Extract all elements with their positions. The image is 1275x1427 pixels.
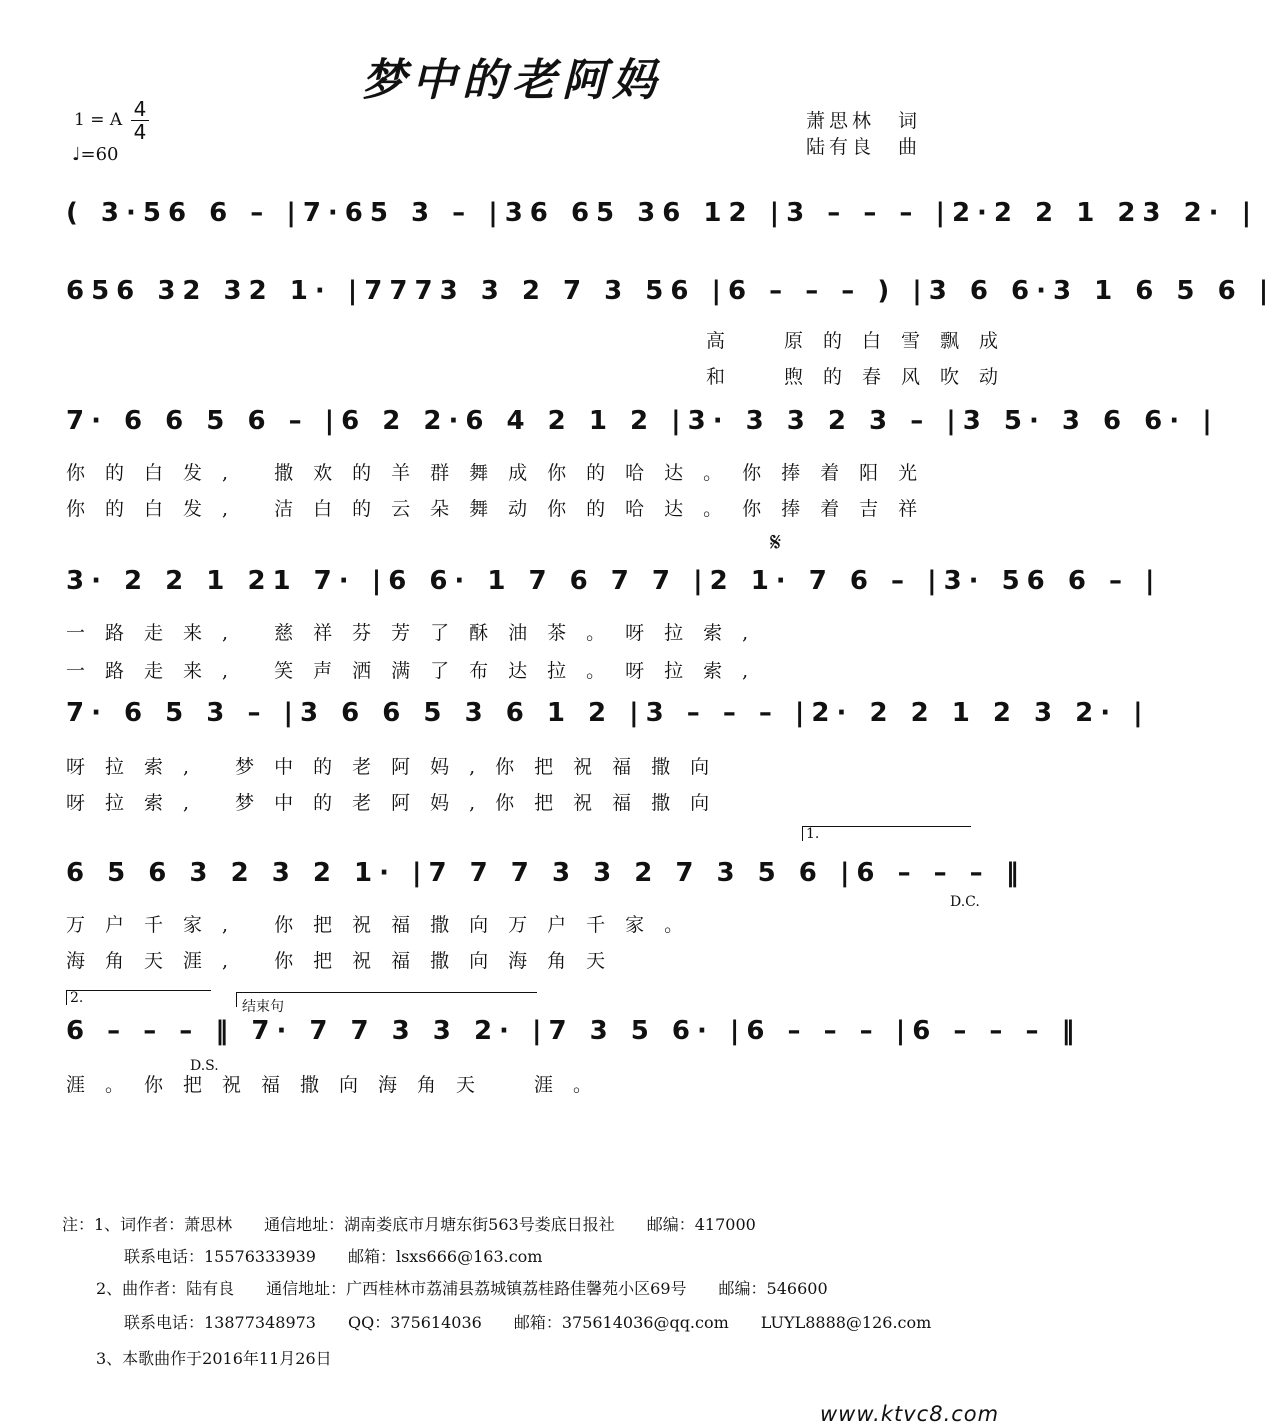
staff-line-1-notes: ( 3·56 6 – |7·65 3 – |36 65 36 12 |3 – – – |2·2 2 1 23 2· | xyxy=(66,198,1259,228)
staff-line-7-notes: 6 – – – ‖ 7· 7 7 3 3 2· |7 3 5 6· |6 – – – |6 – – – ‖ xyxy=(66,1016,1082,1046)
note-lyricist-address: 注：1、词作者：萧思林 通信地址：湖南娄底市月塘东街563号娄底日报社 邮编：417000 xyxy=(62,1215,756,1234)
staff-line-3-notes: 7· 6 6 5 6 – |6 2 2·6 4 2 1 2 |3· 3 3 2 3 – |3 5· 3 6 6· | xyxy=(66,406,1219,436)
site-watermark: www.ktvc8.com xyxy=(820,1402,1000,1426)
staff-line-6-lyrics-verse2: 海角天涯, 你把祝福撒向海角天 xyxy=(66,950,626,972)
staff-line-2-lyrics-verse1: 高 原的白雪飘成 xyxy=(706,330,1019,352)
volta-2-bracket xyxy=(66,990,211,1005)
staff-line-4-lyrics-verse1: 一路走来, 慈祥芬芳了酥油茶。呀拉索, xyxy=(66,622,769,644)
staff-line-5-notes: 7· 6 5 3 – |3 6 6 5 3 6 1 2 |3 – – – |2· 2 2 1 2 3 2· | xyxy=(66,698,1150,728)
tempo-marking: ♩=60 xyxy=(72,144,119,165)
staff-line-4-lyrics-verse2: 一路走来, 笑声洒满了布达拉。呀拉索, xyxy=(66,660,769,682)
time-signature xyxy=(128,98,152,143)
lyricist-credit: 萧思林 词 xyxy=(806,110,922,132)
staff-line-6-notes: 6 5 6 3 2 3 2 1· |7 7 7 3 3 2 7 3 5 6 |6 – – – ‖ xyxy=(66,858,1026,888)
segno-sign: 𝄋 xyxy=(770,528,782,558)
staff-line-2-lyrics-verse2: 和 煦的春风吹动 xyxy=(706,366,1019,388)
note-composer-contact: 联系电话：13877348973 QQ：375614036 邮箱：375614036@qq.com LUYL8888@126.com xyxy=(124,1313,932,1332)
staff-line-2-notes: 656 32 32 1· |7773 3 2 7 3 56 |6 – – – ) |3 6 6·3 1 6 5 6 | xyxy=(66,276,1275,306)
song-title: 梦中的老阿妈 xyxy=(362,55,662,106)
dc-marking: D.C. xyxy=(950,894,980,910)
note-date: 3、本歌曲作于2016年11月26日 xyxy=(96,1349,332,1368)
volta-1-label: 1. xyxy=(806,826,820,842)
staff-line-7-lyrics: 涯。你把祝福撒向海角天 涯。 xyxy=(66,1074,613,1096)
ending-label: 结束句 xyxy=(242,999,284,1015)
volta-2-label: 2. xyxy=(70,990,84,1006)
key-signature: 1 = A xyxy=(74,110,123,130)
staff-line-5-lyrics-verse2: 呀拉索, 梦中的老阿妈,你把祝福撒向 xyxy=(66,792,730,814)
note-composer-address: 2、曲作者：陆有良 通信地址：广西桂林市荔浦县荔城镇荔桂路佳馨苑小区69号 邮编：546600 xyxy=(96,1279,828,1298)
ds-marking: D.S. xyxy=(190,1058,219,1074)
staff-line-3-lyrics-verse1: 你的白发, 撒欢的羊群舞成你的哈达。你捧着阳光 xyxy=(66,462,938,484)
staff-line-5-lyrics-verse1: 呀拉索, 梦中的老阿妈,你把祝福撒向 xyxy=(66,756,730,778)
staff-line-3-lyrics-verse2: 你的白发, 洁白的云朵舞动你的哈达。你捧着吉祥 xyxy=(66,498,938,520)
staff-line-6-lyrics-verse1: 万户千家, 你把祝福撒向万户千家。 xyxy=(66,914,704,936)
composer-credit: 陆有良 曲 xyxy=(806,136,922,158)
time-top: 4 xyxy=(133,97,147,121)
time-bottom: 4 xyxy=(133,120,147,144)
note-lyricist-contact: 联系电话：15576333939 邮箱：lsxs666@163.com xyxy=(124,1247,543,1266)
staff-line-4-notes: 3· 2 2 1 21 7· |6 6· 1 7 6 7 7 |2 1· 7 6 – |3· 56 6 – | xyxy=(66,566,1162,596)
volta-1-bracket xyxy=(802,826,971,841)
